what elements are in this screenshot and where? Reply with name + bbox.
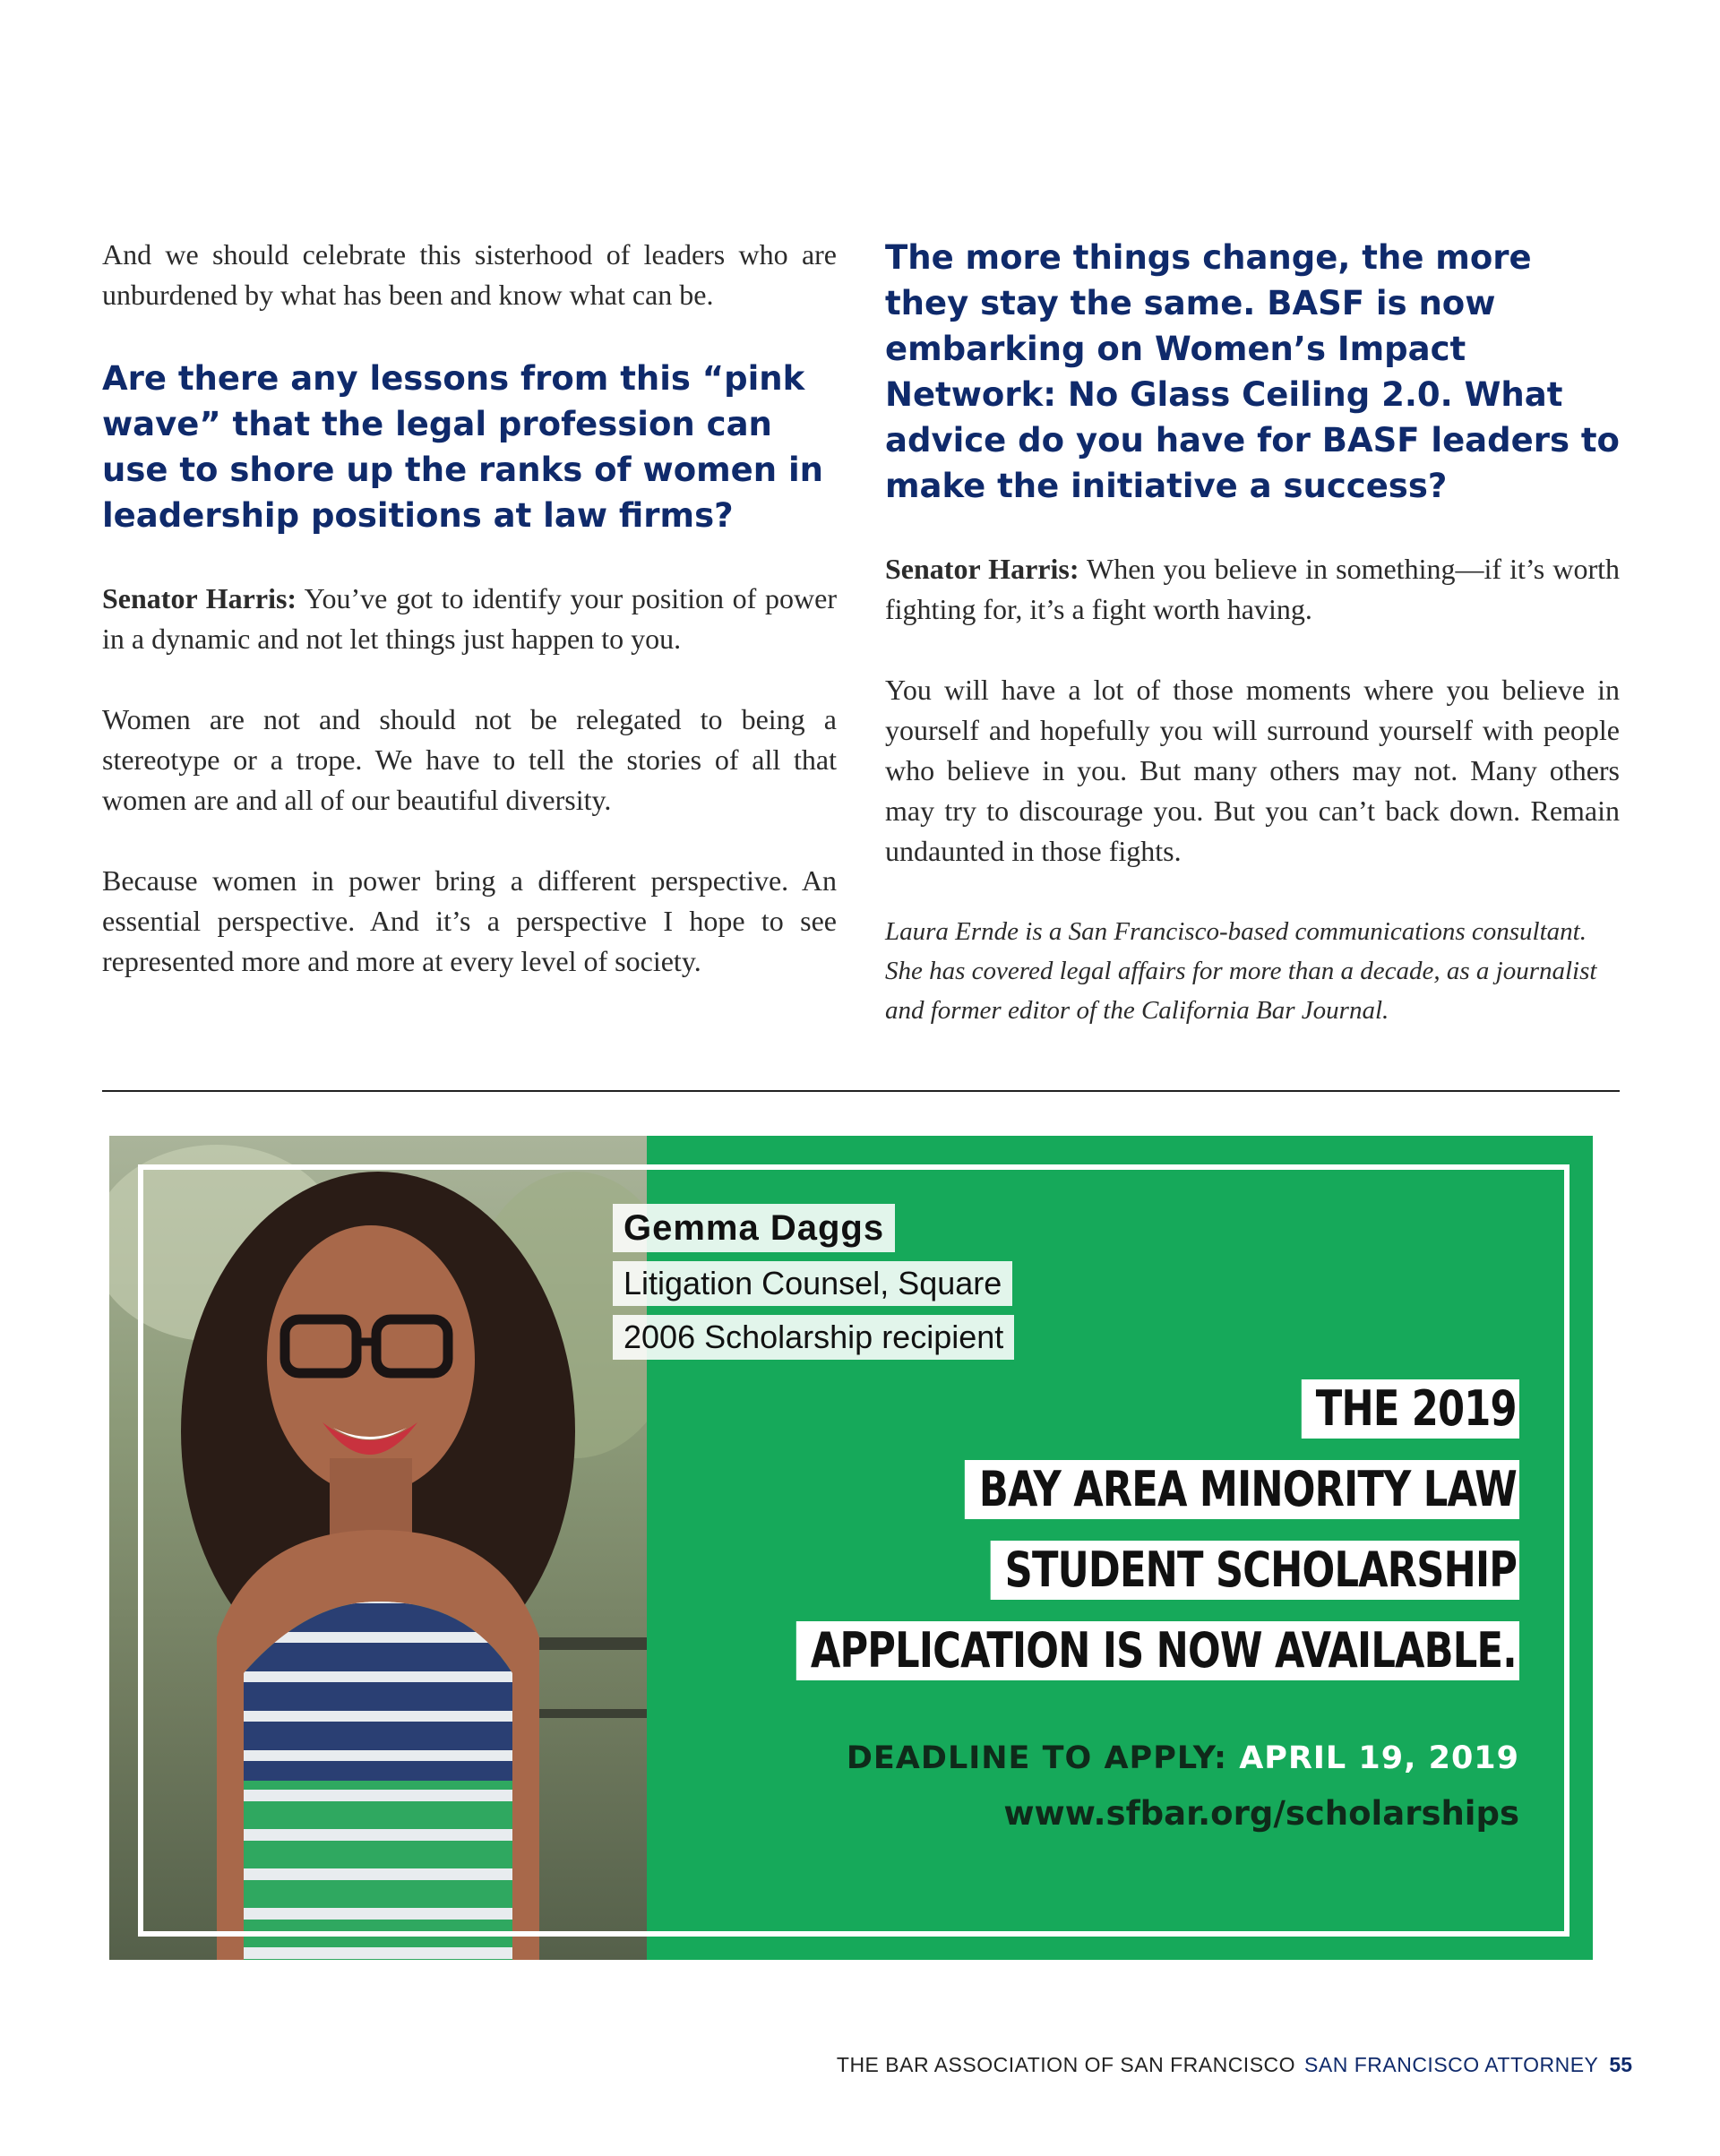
question-pink-wave: Are there any lessons from this “pink wave” that the legal profession can use to shore up the ranks of women in leadership positions at law firms? (102, 359, 824, 535)
headline-line-1: THE 2019 (1302, 1379, 1519, 1439)
recipient-title: Litigation Counsel, Square (613, 1261, 1012, 1306)
ad-headline (615, 1379, 1519, 1702)
headline-line-2: BAY AREA MINORITY LAW (965, 1460, 1519, 1519)
scholarship-link[interactable]: www.sfbar.org/scholarships (1003, 1794, 1519, 1833)
footer-organization: THE BAR ASSOCIATION OF SAN FRANCISCO (836, 2053, 1296, 2076)
answer-text: You’ve got to identify your position of power in a dynamic and not let things just happen to you. (102, 582, 837, 655)
page-number: 55 (1609, 2053, 1632, 2076)
deadline-date: APRIL 19, 2019 (1227, 1740, 1519, 1776)
answer-paragraph-1 (885, 549, 1620, 630)
recipient-name: Gemma Daggs (613, 1204, 895, 1252)
answer-paragraph-1 (102, 579, 837, 659)
answer-paragraph-3: Because women in power bring a different perspective. An essential perspective. And it’s a perspective I hope to see represented more and more at every level of society. (102, 864, 837, 977)
answer-text: When you believe in something—if it’s worth fighting for, it’s a fight worth having. (885, 553, 1621, 625)
scholarship-ad (109, 1136, 1593, 1960)
headline-line-4: APPLICATION IS NOW AVAILABLE. (796, 1621, 1519, 1680)
recipient-award: 2006 Scholarship recipient (613, 1315, 1014, 1360)
section-divider (102, 1090, 1620, 1092)
page-footer (837, 2051, 1632, 2078)
question-no-glass-ceiling: The more things change, the more they stay the same. BASF is now embarking on Women’s Impact Network: No Glass Ceiling 2.0. What advice do you have for BASF leaders to make the initiative a success? (885, 238, 1620, 505)
intro-paragraph: And we should celebrate this sisterhood of leaders who are unburdened by what has been and know what can be. (102, 238, 837, 311)
answer-paragraph-2: You will have a lot of those moments where you believe in yourself and hopefully you will surround yourself with people who believe in you. But many others may not. Many others may try to discourage you. But you can’t back down. Remain undaunted in those fights. (885, 674, 1620, 867)
left-column (102, 235, 837, 1022)
footer-publication: SAN FRANCISCO ATTORNEY (1304, 2053, 1599, 2076)
right-column (885, 235, 1620, 1030)
answer-speaker: Senator Harris: (885, 553, 1079, 585)
deadline-label: DEADLINE TO APPLY: (846, 1740, 1228, 1776)
headline-line-3: STUDENT SCHOLARSHIP (990, 1541, 1519, 1600)
answer-speaker: Senator Harris: (102, 582, 297, 614)
answer-paragraph-2: Women are not and should not be relegated to being a stereotype or a trope. We have to tell the stories of all that women are and all of our beautiful diversity. (102, 703, 837, 816)
deadline (847, 1737, 1519, 1780)
author-byline: Laura Ernde is a San Francisco-based communications consultant. She has covered legal affairs for more than a decade, as a journalist and former editor of the California Bar Journal. (885, 917, 1597, 1025)
